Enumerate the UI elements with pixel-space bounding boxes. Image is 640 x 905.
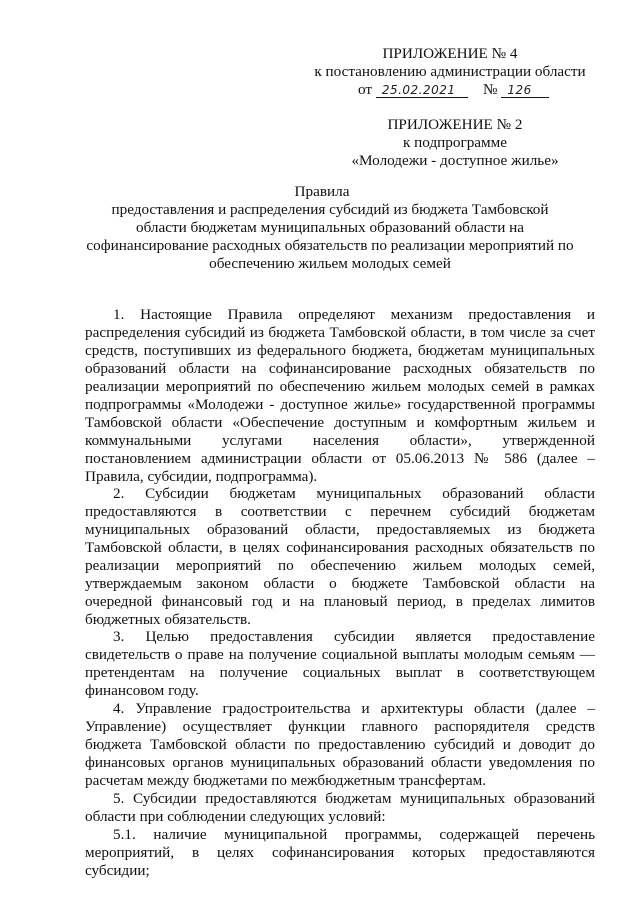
text-line: средств, поступивших из федерального бюджета, бюджетам муниципальных [85, 342, 595, 359]
annex2-line2: «Молодежи - доступное жилье» [351, 152, 559, 169]
text-line: подпрограммы «Молодежи - доступное жилье» государственной программы [85, 396, 595, 413]
rules-heading: Правила [294, 183, 350, 200]
text-line: бюджета Тамбовской области по предоставлению субсидий и доводит до [85, 736, 595, 753]
text-line: претендентам на получение социальных выплат в соответствующем [85, 664, 595, 681]
rules-title-line: обеспечению жильем молодых семей [209, 255, 451, 272]
annex4-title: ПРИЛОЖЕНИЕ № 4 [382, 45, 518, 62]
text-line: 4. Управление градостроительства и архитектуры области (далее – [113, 700, 595, 717]
text-line: 5.1. наличие муниципальной программы, содержащей перечень [113, 826, 595, 843]
annex4-number-label: № [483, 81, 498, 98]
rules-title [80, 183, 580, 273]
text-line: субсидии; [85, 862, 150, 879]
text-line: Правила, субсидии, подпрограмма). [85, 468, 318, 485]
annex4-header [300, 45, 600, 99]
text-line: 3. Целью предоставления субсидии является предоставление [113, 628, 595, 645]
rules-title-line: софинансирование расходных обязательств по реализации мероприятий по [86, 237, 574, 254]
text-line: бюджетных обязательств. [85, 611, 251, 628]
text-line: финансовом году. [85, 682, 199, 699]
text-line: Тамбовской области «Обеспечение доступным и комфортным жильем и [85, 414, 595, 431]
annex4-subtitle: к постановлению администрации области [314, 63, 586, 80]
text-line: коммунальными услугами населения области», утвержденной [85, 432, 595, 449]
rules-title-line: области бюджетам муниципальных образований области на [135, 219, 525, 236]
text-line: реализации мероприятий по обеспечению жильем молодых семей в рамках [85, 378, 595, 395]
text-line: области при соблюдении следующих условий: [85, 808, 386, 825]
text-line: утверждаемым законом области о бюджете Тамбовской области на [85, 575, 595, 592]
text-line: 2. Субсидии бюджетам муниципальных образований области [113, 485, 595, 502]
text-line: мероприятий, в целях софинансирования которых предоставляются [85, 844, 595, 861]
paragraph-3 [85, 628, 595, 700]
text-line: реализации мероприятий по обеспечению жильем молодых семей, [85, 557, 595, 574]
paragraph-2 [85, 485, 595, 629]
paragraph-4 [85, 700, 595, 790]
text-line: Тамбовской области, в целях софинансирования расходных обязательств по [85, 539, 595, 556]
paragraph-1 [85, 306, 595, 486]
text-line: муниципальных образований области, предоставляемых из бюджета [85, 521, 595, 538]
text-line: распределения субсидий из бюджета Тамбовской области, в том числе за счет [85, 324, 595, 341]
text-line: финансовых органов муниципальных образований области уведомления по [85, 754, 595, 771]
text-line: постановлением администрации области от 05.06.2013 № 586 (далее – [85, 450, 595, 467]
annex4-date-handwritten: 25.02.2021 [376, 83, 468, 98]
text-line: расчетам между бюджетами по межбюджетным трансфертам. [85, 772, 487, 789]
text-line: свидетельств о праве на получение социальной выплаты молодым семьям — [85, 646, 595, 663]
annex4-date-line [300, 81, 600, 99]
annex2-line1: к подпрограмме [402, 134, 508, 151]
rules-title-line: предоставления и распределения субсидий из бюджета Тамбовской [111, 201, 549, 218]
annex2-title: ПРИЛОЖЕНИЕ № 2 [387, 116, 523, 133]
text-line: предоставляются в соответствии с перечнем субсидий бюджетам [85, 503, 595, 520]
paragraph-5 [85, 790, 595, 826]
paragraph-5-1 [85, 826, 595, 880]
text-line: Управление) осуществляет функции главного распорядителя средств [85, 718, 595, 735]
text-line: 5. Субсидии предоставляются бюджетам муниципальных образований [113, 790, 595, 807]
text-line: 1. Настоящие Правила определяют механизм предоставления и [113, 306, 595, 323]
text-line: образований области на софинансирование расходных обязательств по [85, 360, 595, 377]
annex4-from-label: от [358, 81, 373, 98]
text-line: очередной финансовый год и на плановый период, в пределах лимитов [85, 593, 595, 610]
annex4-number-handwritten: 126 [501, 83, 549, 98]
annex2-header [320, 116, 590, 170]
